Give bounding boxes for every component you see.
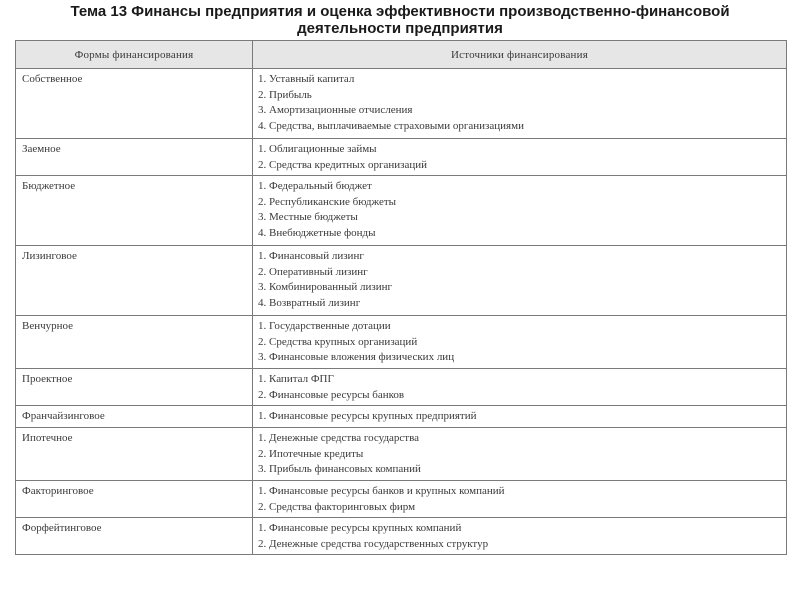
table-row: [16, 246, 787, 316]
financing-sources-cell: [253, 139, 787, 176]
financing-sources-cell: [253, 369, 787, 406]
source-item: 1. Облигационные займы: [258, 143, 377, 155]
table-row: [16, 481, 787, 518]
financing-sources-cell: [253, 406, 787, 428]
financing-form-cell: Лизинговое: [16, 246, 253, 316]
source-item: 3. Прибыль финансовых компаний: [258, 463, 421, 476]
financing-sources-cell: [253, 316, 787, 369]
source-item: 1. Уставный капитал: [258, 73, 355, 85]
financing-sources-cell: [253, 246, 787, 316]
table-row: [16, 139, 787, 176]
source-item: 1. Финансовые ресурсы крупных компаний: [258, 522, 462, 534]
financing-sources-cell: [253, 518, 787, 555]
header-sources: Источники финансирования: [253, 41, 787, 69]
financing-form-cell: Факторинговое: [16, 481, 253, 518]
table-row: [16, 406, 787, 428]
source-item: 2. Средства кредитных организаций: [258, 158, 427, 171]
financing-table: [15, 40, 787, 555]
source-item: 2. Ипотечные кредиты: [258, 447, 364, 460]
table-row: [16, 518, 787, 555]
source-item: 1. Государственные дотации: [258, 320, 391, 332]
financing-sources-cell: [253, 428, 787, 481]
source-item: 2. Финансовые ресурсы банков: [258, 388, 405, 401]
table-row: [16, 69, 787, 139]
page-title: [0, 3, 800, 37]
financing-form-cell: Бюджетное: [16, 176, 253, 246]
financing-sources-cell: [253, 69, 787, 139]
source-item: 2. Прибыль: [258, 88, 312, 101]
title-line-1: Тема 13 Финансы предприятия и оценка эффективности производственно-финансовой: [70, 3, 730, 20]
financing-form-cell: Франчайзинговое: [16, 406, 253, 428]
source-item: 1. Финансовые ресурсы крупных предприятий: [258, 410, 477, 422]
source-item: 2. Средства крупных организаций: [258, 335, 418, 348]
source-item: 2. Оперативный лизинг: [258, 265, 368, 278]
financing-form-cell: Заемное: [16, 139, 253, 176]
source-item: 4. Внебюджетные фонды: [258, 226, 376, 239]
source-item: 4. Возвратный лизинг: [258, 296, 361, 309]
source-item: 1. Федеральный бюджет: [258, 180, 372, 192]
source-item: 4. Средства, выплачиваемые страховыми организациями: [258, 119, 524, 132]
source-item: 3. Финансовые вложения физических лиц: [258, 351, 455, 364]
source-item: 1. Денежные средства государства: [258, 432, 420, 444]
title-line-2: деятельности предприятия: [297, 20, 503, 37]
table-row: [16, 369, 787, 406]
financing-sources-cell: [253, 481, 787, 518]
financing-form-cell: Форфейтинговое: [16, 518, 253, 555]
source-item: 1. Финансовые ресурсы банков и крупных компаний: [258, 485, 505, 497]
table-body: [16, 69, 787, 555]
financing-form-cell: Ипотечное: [16, 428, 253, 481]
source-item: 1. Финансовый лизинг: [258, 250, 364, 262]
source-item: 2. Средства факторинговых фирм: [258, 500, 416, 513]
table-row: [16, 176, 787, 246]
financing-form-cell: Проектное: [16, 369, 253, 406]
source-item: 3. Амортизационные отчисления: [258, 104, 413, 117]
table-header-row: [16, 41, 787, 69]
source-item: 3. Комбинированный лизинг: [258, 281, 393, 294]
financing-form-cell: Собственное: [16, 69, 253, 139]
financing-sources-cell: [253, 176, 787, 246]
source-item: 2. Денежные средства государственных структур: [258, 537, 489, 550]
source-item: 3. Местные бюджеты: [258, 211, 358, 224]
source-item: 1. Капитал ФПГ: [258, 373, 334, 385]
table-row: [16, 316, 787, 369]
header-forms: Формы финансирования: [16, 41, 253, 69]
source-item: 2. Республиканские бюджеты: [258, 195, 397, 208]
financing-form-cell: Венчурное: [16, 316, 253, 369]
table-row: [16, 428, 787, 481]
